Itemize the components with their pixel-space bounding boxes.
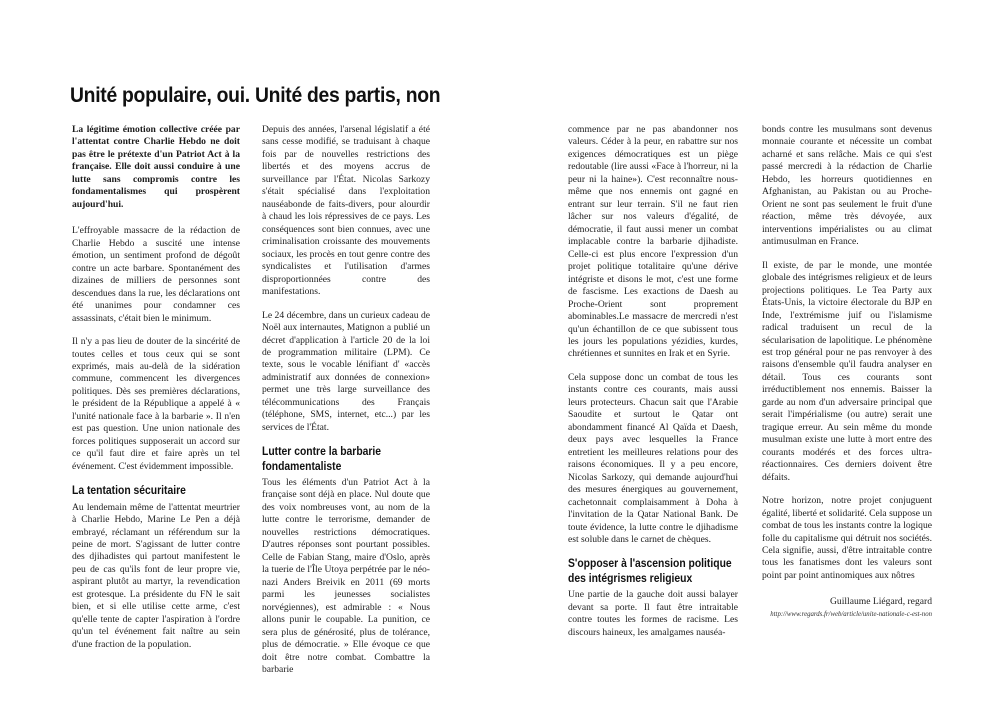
paragraph: L'effroyable massacre de la rédaction de Charlie Hebdo a suscité une intense émotion, un sentiment profond de dégoût contre un acte barbare. Spontanément des dizaines de milliers de personnes sont descendues dans la rue, les déclarations ont été unanimes pour condamner ces assassinats, c'était bien le minimum. (72, 225, 240, 324)
column-3 (568, 124, 738, 650)
author-signature: Guillaume Liégard, regard (829, 596, 932, 608)
section-heading: S'opposer à l'ascension politique des intégrismes religieux (568, 558, 732, 585)
column-2 (262, 124, 430, 688)
paragraph: Cela suppose donc un combat de tous les instants contre ces courants, mais aussi leurs protecteurs. Chacun sait que l'Arabie Saoudite et surtout le Qatar ont abondamment financé Al Qaïda et Daesh, deux pays avec lesquelles la France entretient les meilleures relations pour des raisons économiques. Il y a peu encore, Nicolas Sarkozy, qui demande aujourd'hui des mesures énergiques au gouvernement, cachetonnait complaisamment à Doha à l'invitation de la Qatar National Bank. De toute évidence, la lutte contre le djihadisme est soluble dans le carnet de chèques. (568, 371, 738, 545)
paragraph: Il n'y a pas lieu de douter de la sincérité de toutes celles et tous ceux qui se sont exprimés, mais au-delà de la sidération commune, commencent les divergences politiques. Dès ses premières déclarations, le président de la République a appelé à « l'unité nationale face à la barbarie ». Il n'en est pas question. Une union nationale des forces politiques supposerait un accord sur ce qu'il faut dire et faire après un tel événement. C'est évidemment impossible. (72, 336, 240, 472)
paragraph: Au lendemain même de l'attentat meurtrier à Charlie Hebdo, Marine Le Pen a déjà embrayé, réclamant un référendum sur la peine de mort. S'agissant de lutter contre des djihadistes qui partout manifestent le peu de cas qu'ils font de leur propre vie, aspirant plutôt au martyr, la revendication est grotesque. La présidente du FN le sait bien, et si elle utilise cette arme, c'est qu'elle tente de capter l'aspiration à l'ordre qu'un tel événement fait naître au sein d'une fraction de la population. (72, 501, 240, 650)
section-heading: Lutter contre la barbarie fondamentaliste (262, 446, 382, 473)
article-lead: La légitime émotion collective créée par l'attentat contre Charlie Hebdo ne doit pas être le prétexte d'un Patriot Act à la française. Elle doit aussi conduire à une lutte sans compromis contre les fondamentalismes qui prospèrent aujourd'hui. (72, 124, 240, 210)
column-1 (72, 124, 240, 662)
paragraph: Il existe, de par le monde, une montée globale des intégrismes religieux et de leurs projections politiques. Le Tea Party aux États-Unis, la victoire électorale du BJP en Inde, l'extrémisme juif ou l'islamisme radical traduisent un recul de la sécularisation de lapolitique. Le phénomène est trop général pour ne pas renvoyer à des raisons d'ensemble qu'il faudra analyser en détail. Tous ces courants sont irréductiblement nos ennemis. Baisser la garde au nom d'un adversaire principal que serait l'impérialisme (ou autre) serait une tragique erreur. Au sein même du monde musulman existe une lutte à mort entre des courants modérés et des forces ultra-réactionnaires. Ces derniers doivent être défaits. (762, 259, 932, 483)
article-title: Unité populaire, oui. Unité des partis, non (70, 84, 441, 108)
paragraph: Notre horizon, notre projet conjuguent égalité, liberté et solidarité. Cela suppose un combat de tous les instants contre la logique folle du capitalisme qui détruit nos sociétés. Cela signifie, aussi, d'être intraitable contre tous les fanatismes dont les valeurs sont point par point antinomiques aux nôtres (762, 495, 932, 581)
source-url: http://www.regards.fr/web/article/unite-nationale-c-est-non (770, 610, 932, 618)
paragraph: commence par ne pas abandonner nos valeurs. Céder à la peur, en rabattre sur nos exigences démocratiques est un piège redoutable (lire aussi «Face à l'horreur, ni la peur ni la haine»). C'est reconnaître nous-même que nos ennemis ont gagné en entrant sur leur terrain. S'il ne faut rien lâcher sur nos valeurs d'égalité, de démocratie, il faut aussi mener un combat implacable contre la barbarie djihadiste. Celle-ci est plus encore l'expression d'un projet politique totalitaire qu'une dérive intégriste et disons le mot, c'est une forme de fascisme. Les exactions de Daesh au Proche-Orient sont proprement abominables.Le massacre de mercredi n'est qu'un échantillon de ce que subissent tous les jours les populations yézidies, kurdes, chrétiennes et sunnites en Irak et en Syrie. (568, 124, 738, 360)
paragraph: Tous les éléments d'un Patriot Act à la française sont déjà en place. Nul doute que des voix nombreuses vont, au nom de la lutte contre le terrorisme, demander de nouvelles restrictions démocratiques. D'autres réponses sont pourtant possibles. Celle de Fabian Stang, maire d'Oslo, après la tuerie de l'Île Utoya perpétrée par le néo-nazi Anders Breivik en 2011 (69 morts parmi les jeunesses socialistes norvégiennes), est admirable : « Nous allons punir le coupable. La punition, ce sera plus de générosité, plus de tolérance, plus de démocratie. » Elle évoque ce que doit être notre combat. Combattre la barbarie (262, 477, 430, 676)
paragraph: bonds contre les musulmans sont devenus monnaie courante et nécessite un combat acharné et sans relâche. Mais ce qui s'est passé mercredi à la rédaction de Charlie Hebdo, les horreurs quotidiennes en Afghanistan, au Pakistan ou au Proche-Orient ne sont pas seulement le fruit d'une réaction, même très dévoyée, aux interventions impérialistes ou au climat antimusulman en France. (762, 124, 932, 248)
column-4 (762, 124, 932, 620)
paragraph: Le 24 décembre, dans un curieux cadeau de Noël aux internautes, Matignon a publié un décret d'application à l'article 20 de la loi de programmation militaire (LPM). Ce texte, sous le vocable lénifiant d' «accès administratif aux données de connexion» permet une très large surveillance des télécommunications des Français (téléphone, SMS, internet, etc...) par les services de l'État. (262, 309, 430, 433)
paragraph: Une partie de la gauche doit aussi balayer devant sa porte. Il faut être intraitable contre toutes les formes de racisme. Les discours haineux, les amalgames nauséa- (568, 589, 738, 638)
section-heading: La tentation sécuritaire (72, 485, 186, 498)
paragraph: Depuis des années, l'arsenal législatif a été sans cesse modifié, se traduisant à chaque fois par de nouvelles restrictions des libertés et des moyens accrus de surveillance par l'État. Nicolas Sarkozy s'était spécialisé dans l'exploitation nauséabonde de faits-divers, pour alourdir à chaud les lois répressives de ce pays. Les conséquences sont bien connues, avec une criminalisation croissante des mouvements sociaux, les procès en tout genre contre des syndicalistes et l'utilisation d'armes disproportionnées contre des manifestations. (262, 124, 430, 298)
